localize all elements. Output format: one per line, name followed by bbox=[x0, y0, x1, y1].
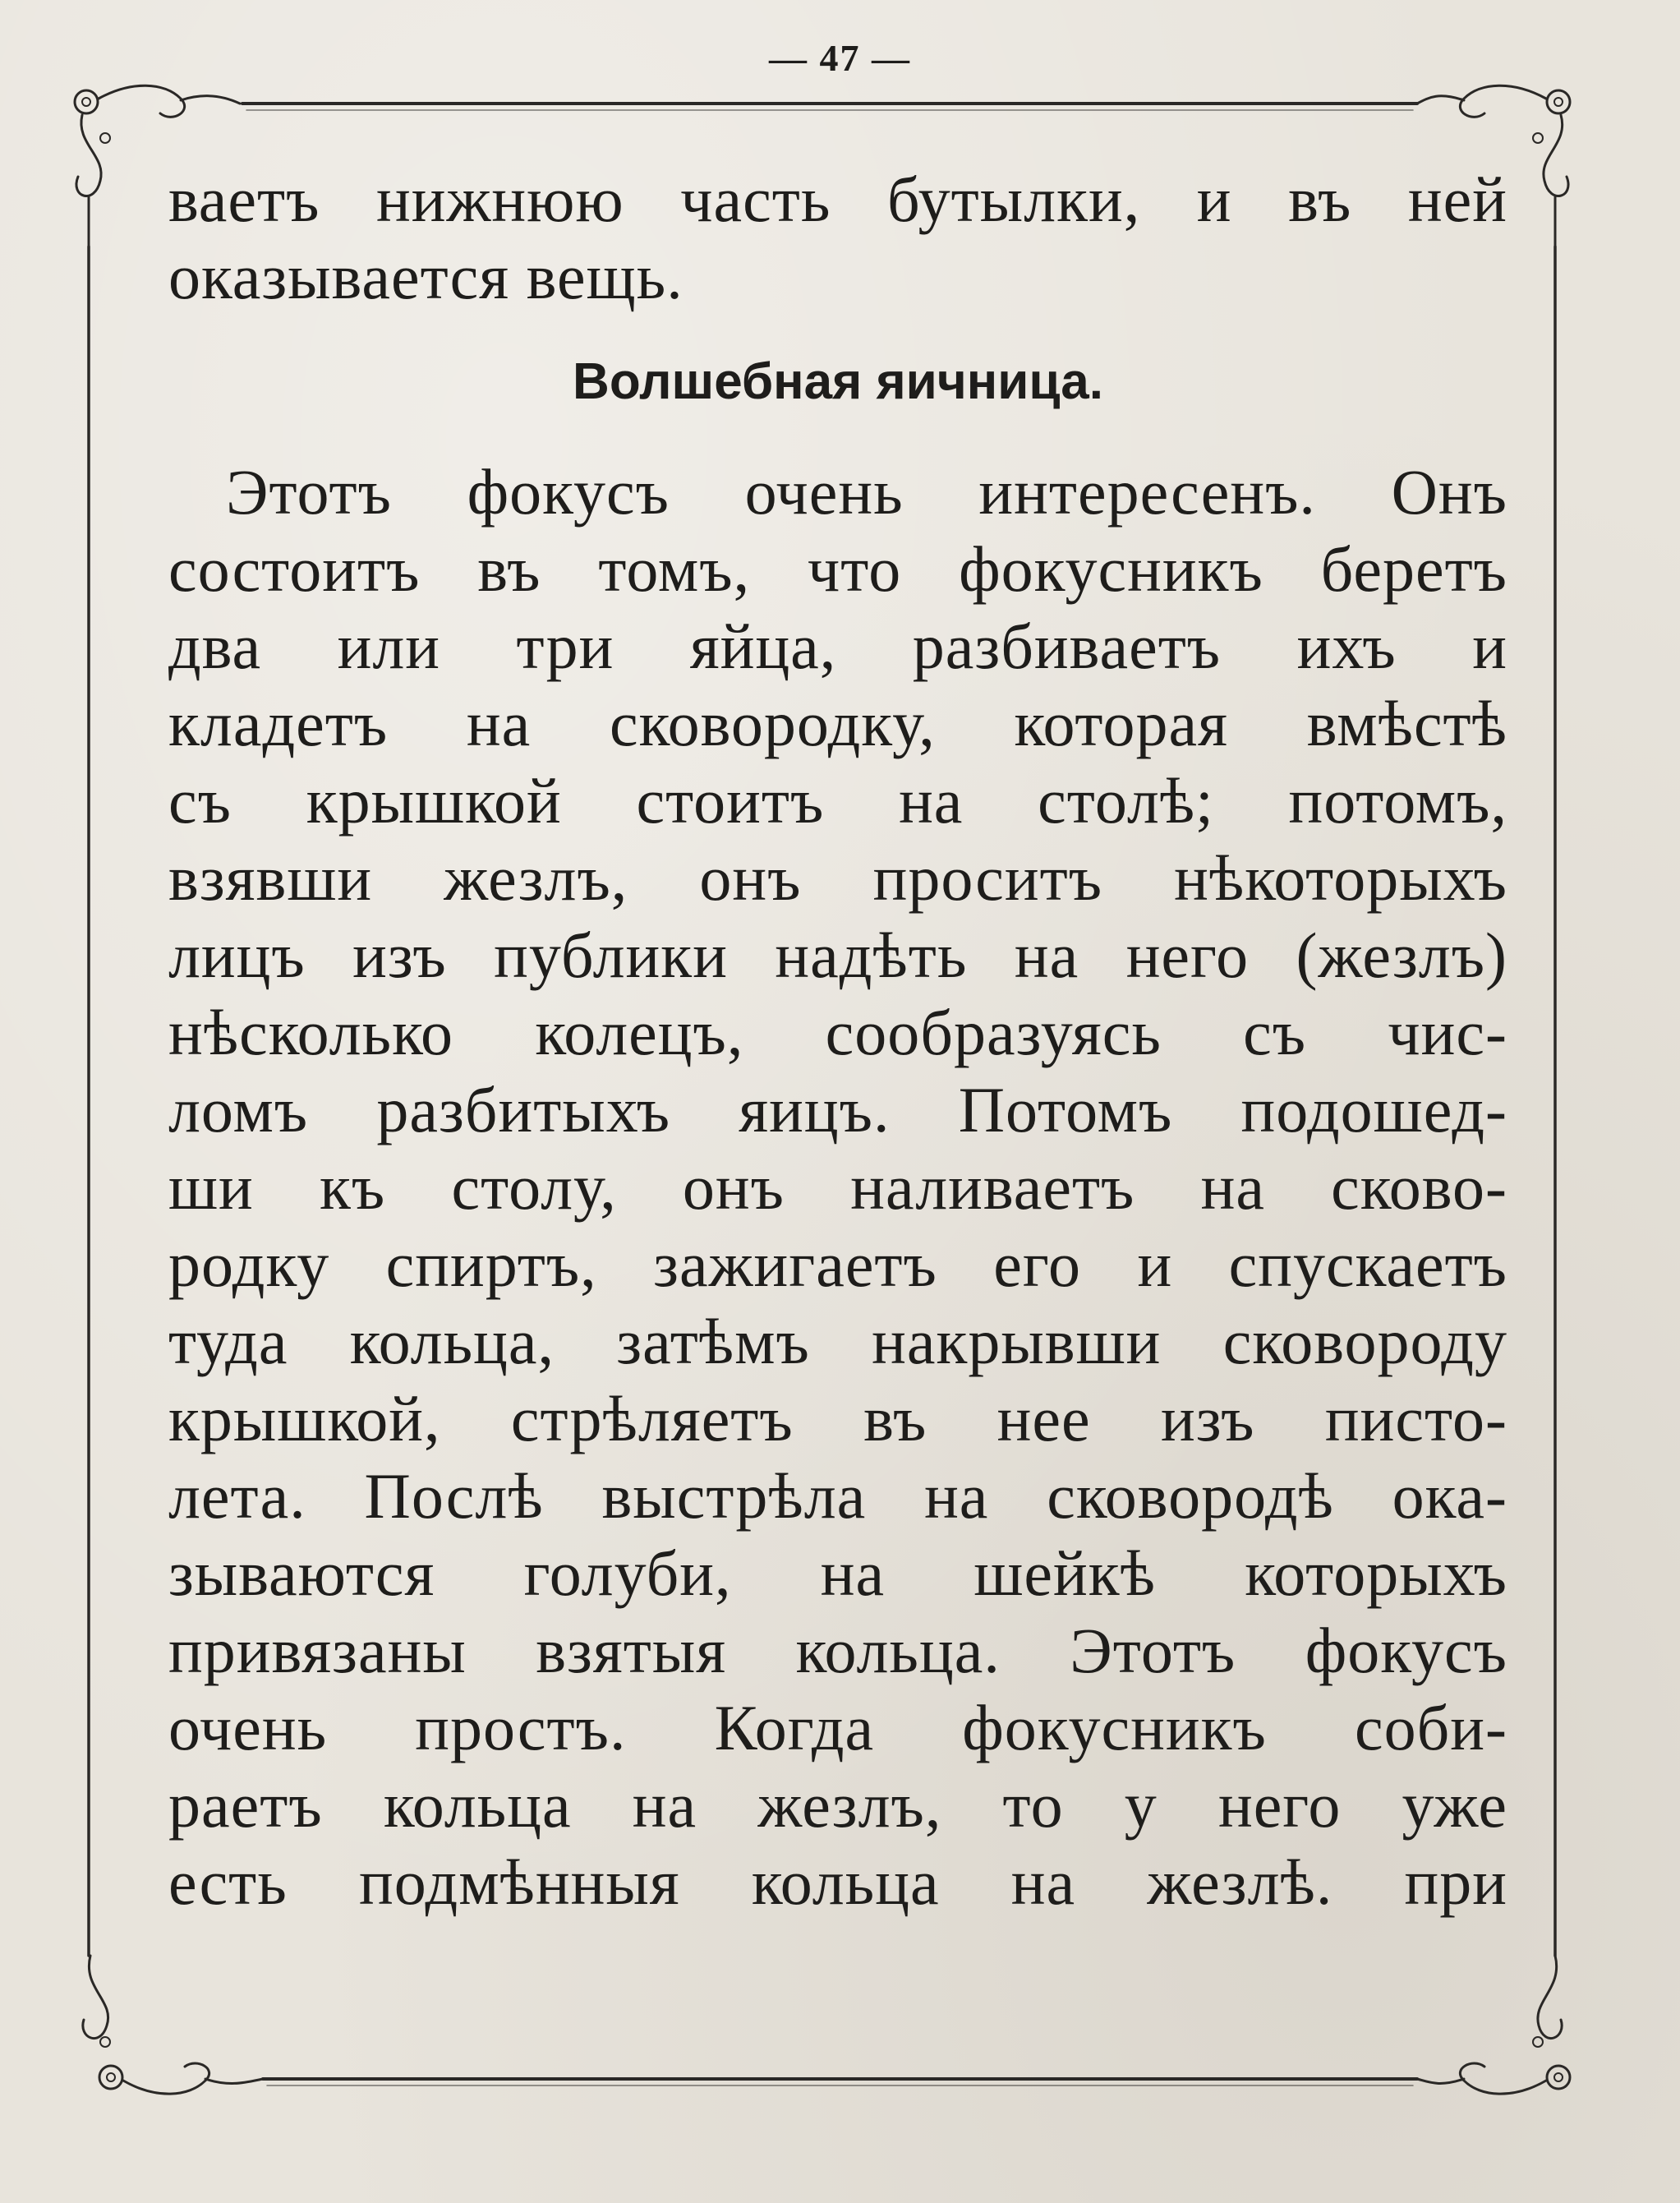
paragraph-line: раетъ кольца на жезлъ, то у него уже bbox=[168, 1769, 1507, 1841]
paragraph-line: ши къ столу, онъ наливаетъ на сково- bbox=[168, 1151, 1507, 1223]
paragraph-line: крышкой, стрѣляетъ въ нее изъ писто- bbox=[168, 1383, 1507, 1454]
continuation-line: оказывается вещь. bbox=[168, 241, 684, 312]
paragraph-line: съ крышкой стоитъ на столѣ; потомъ, bbox=[168, 765, 1507, 836]
paragraph-line: кладетъ на сковородку, которая вмѣстѣ bbox=[168, 688, 1507, 759]
paragraph-line: туда кольца, затѣмъ накрывши сковороду bbox=[168, 1306, 1507, 1377]
page-number: — 47 — bbox=[769, 37, 911, 79]
paragraph-line: два или три яйца, разбиваетъ ихъ и bbox=[168, 611, 1507, 682]
section-heading: Волшебная яичница. bbox=[573, 353, 1103, 410]
page-text bbox=[168, 161, 1507, 1921]
paragraph-line: состоитъ въ томъ, что фокусникъ беретъ bbox=[168, 533, 1507, 605]
continuation-line: ваетъ нижнюю часть бутылки, и въ ней bbox=[168, 164, 1507, 235]
paragraph-line: зываются голуби, на шейкѣ которыхъ bbox=[168, 1537, 1507, 1609]
paragraph-line: нѣсколько колецъ, сообразуясь съ чис- bbox=[168, 997, 1507, 1068]
paragraph-line: есть подмѣнныя кольца на жезлѣ. при bbox=[168, 1846, 1507, 1918]
paragraph-line: ломъ разбитыхъ яицъ. Потомъ подошед- bbox=[168, 1074, 1507, 1145]
paragraph-line: очень простъ. Когда фокусникъ соби- bbox=[168, 1692, 1507, 1763]
paragraph-line: лета. Послѣ выстрѣла на сковородѣ ока- bbox=[168, 1460, 1507, 1532]
paragraph-line: Этотъ фокусъ очень интересенъ. Онъ bbox=[226, 456, 1507, 528]
paragraph-line: лицъ изъ публики надѣть на него (жезлъ) bbox=[168, 919, 1507, 991]
paragraph-line: родку спиртъ, зажигаетъ его и спускаетъ bbox=[168, 1228, 1507, 1300]
paragraph-line: взявши жезлъ, онъ проситъ нѣкоторыхъ bbox=[168, 842, 1507, 914]
paragraph-line: привязаны взятыя кольца. Этотъ фокусъ bbox=[168, 1615, 1507, 1686]
